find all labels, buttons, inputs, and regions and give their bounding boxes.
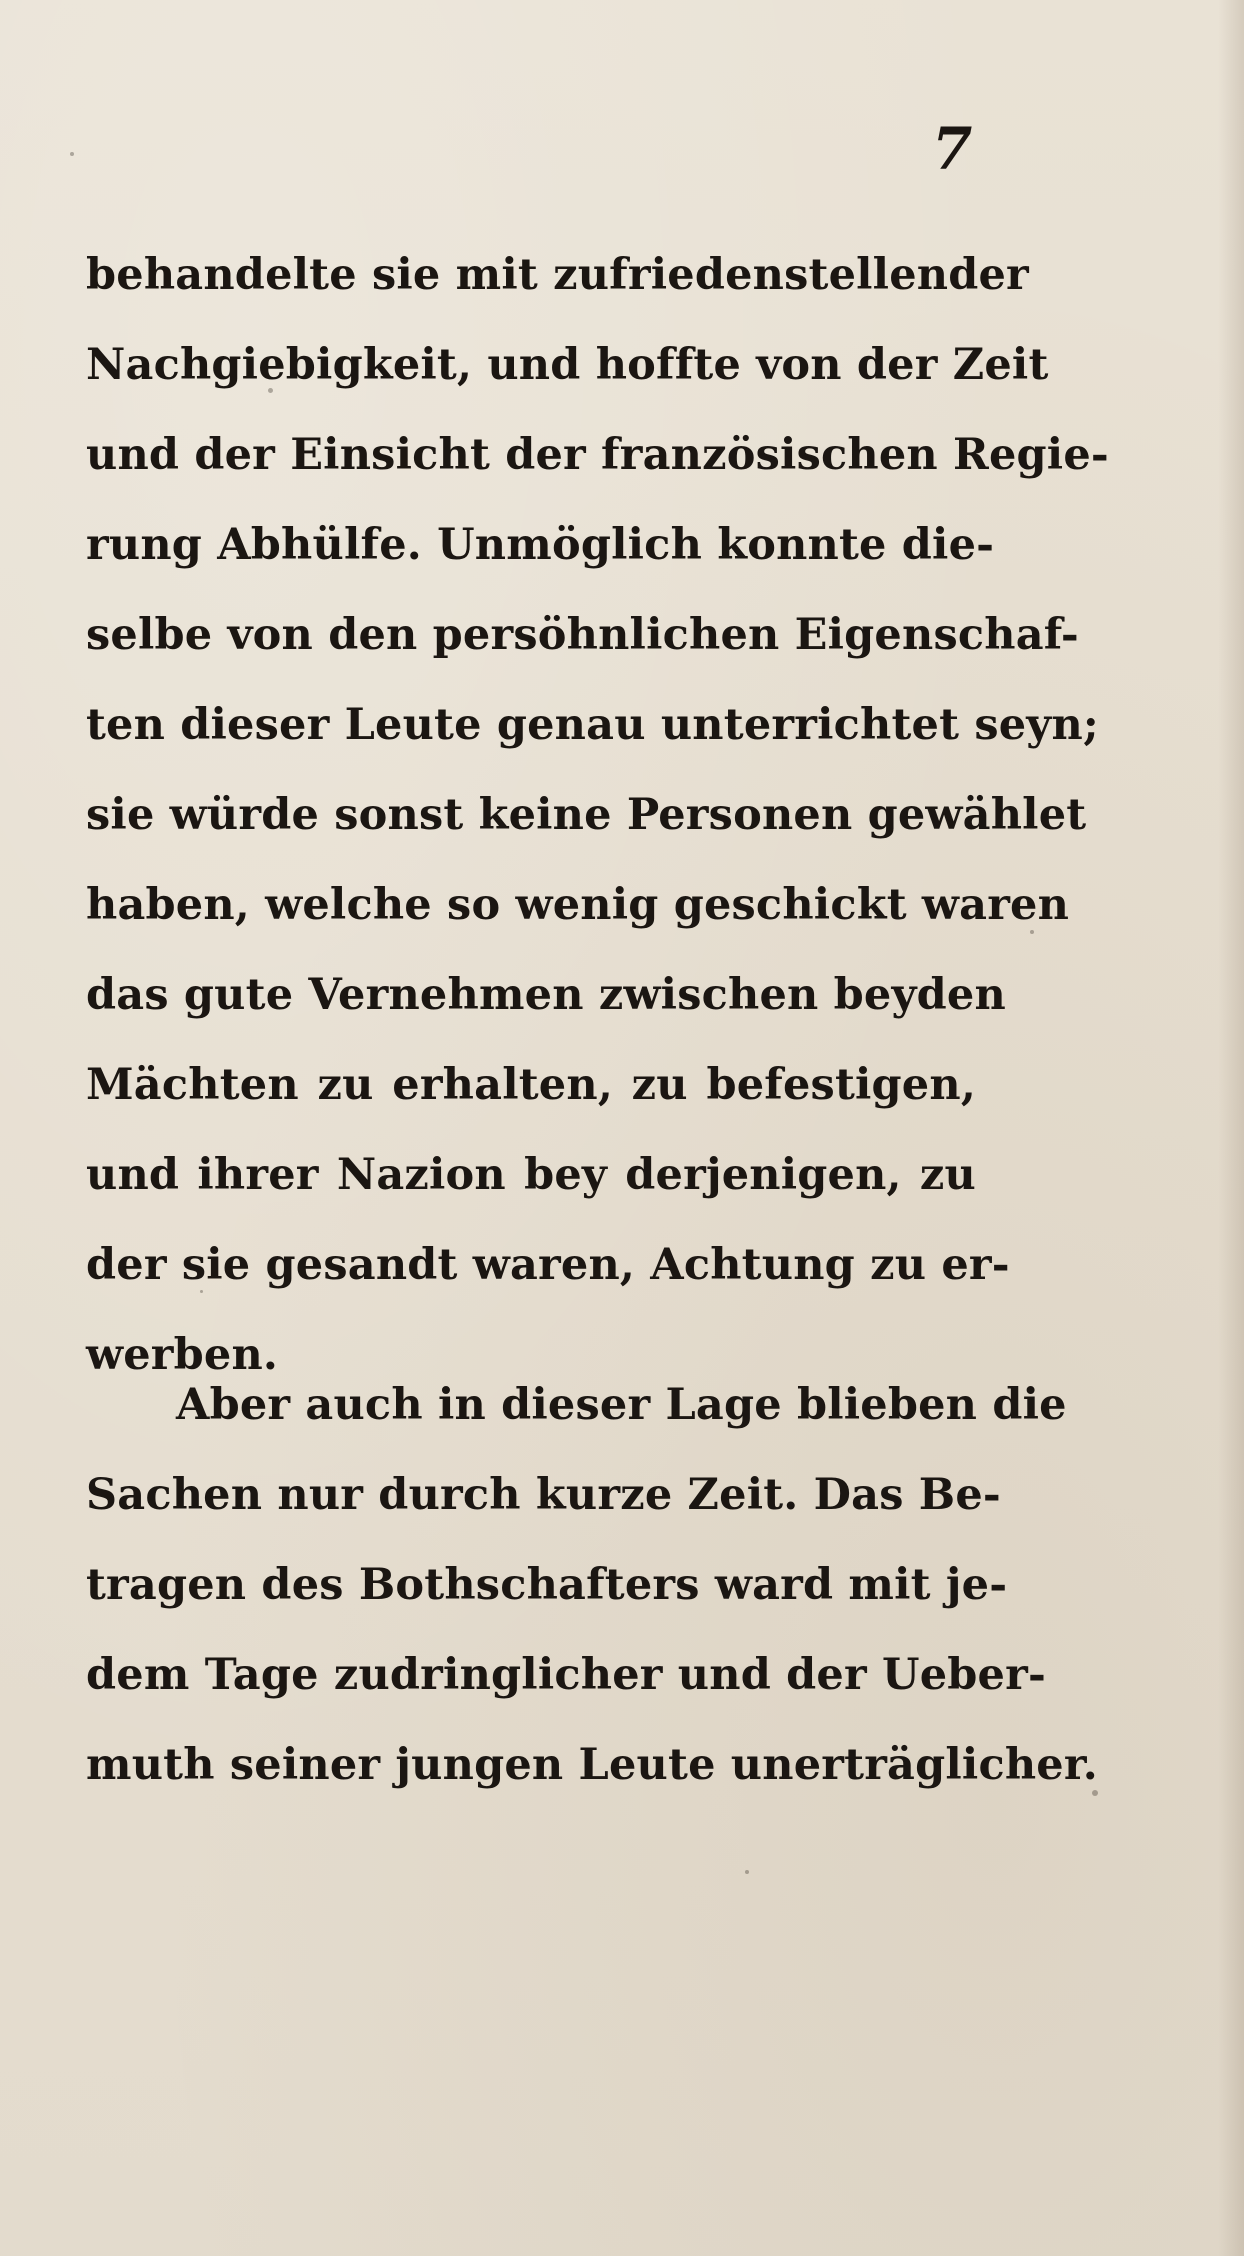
text-line: der sie gesandt waren, Achtung zu er- [86,1240,1010,1290]
page-number: 7 [932,115,973,183]
text-line: haben, welche so wenig geschickt waren [86,880,1070,930]
text-line: selbe von den persöhnlichen Eigenschaf- [86,610,1079,660]
text-line: sie würde sonst keine Personen gewählet [86,790,1087,840]
text-line: das gute Vernehmen zwischen beyden [86,970,1006,1020]
text-line: und der Einsicht der französischen Regie- [86,430,1109,480]
text-line: Nachgiebigkeit, und hoffte von der Zeit [86,340,1049,390]
text-line: Mächten zu erhalten, zu befestigen, [86,1060,976,1110]
paper-speck [1030,930,1034,934]
text-line: dem Tage zudringlicher und der Ueber- [86,1650,1046,1700]
paper-speck [70,152,74,156]
paragraph-1 [86,230,1109,1400]
text-line: muth seiner jungen Leute unerträglicher. [86,1740,1098,1790]
paper-speck [1092,1790,1098,1796]
text-line: Aber auch in dieser Lage blieben die [176,1380,1067,1430]
text-line: tragen des Bothschafters ward mit je- [86,1560,1008,1610]
paper-speck [745,1870,749,1874]
text-line: behandelte sie mit zufriedenstellender [86,250,1029,300]
page-edge-shadow [1218,0,1244,2256]
text-line: rung Abhülfe. Unmöglich konnte die- [86,520,995,570]
text-line: und ihrer Nazion bey derjenigen, zu [86,1150,976,1200]
text-line: ten dieser Leute genau unterrichtet seyn; [86,700,1100,750]
paragraph-2 [86,1360,1098,1810]
text-line: Sachen nur durch kurze Zeit. Das Be- [86,1470,1001,1520]
text-line: werben. [86,1330,279,1380]
